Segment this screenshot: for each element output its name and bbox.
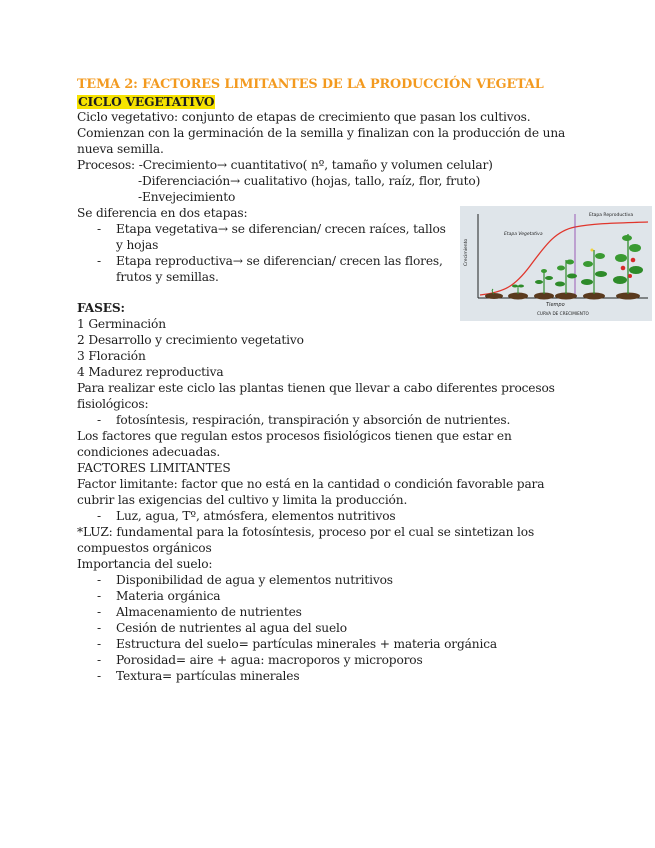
suelo-item: Disponibilidad de agua y elementos nutritivos [116, 573, 393, 587]
y-axis-label: Crecimiento [464, 238, 469, 266]
paragraph-line: *LUZ: fundamental para la fotosíntesis, proceso por el cual se sintetizan los [77, 525, 535, 539]
fase-item: 1 Germinación [77, 317, 166, 331]
paragraph-line: cubrir las exigencias del cultivo y limita la producción. [77, 493, 408, 507]
etapa-item: Etapa vegetativa→ se diferencian/ crecen raíces, tallos [116, 222, 446, 236]
plant-3 [534, 269, 554, 300]
paragraph-line: condiciones adecuadas. [77, 445, 221, 459]
suelo-heading: Importancia del suelo: [77, 557, 213, 571]
paragraph-line: Factor limitante: factor que no está en la cantidad o condición favorable para [77, 477, 545, 491]
paragraph-line: Los factores que regulan estos procesos fisiológicos tienen que estar en [77, 429, 512, 443]
procesos-line: Procesos: -Crecimiento→ cuantitativo( nº, tamaño y volumen celular) [77, 158, 493, 172]
growth-curve-figure [460, 206, 652, 321]
intro-line: nueva semilla. [77, 142, 164, 156]
list-dash: - [97, 621, 102, 635]
figure-caption: CURVA DE CRECIMIENTO [537, 311, 589, 316]
procesos-line: -Envejecimiento [138, 190, 236, 204]
suelo-item: Cesión de nutrientes al agua del suelo [116, 621, 347, 635]
etapas-intro: Se diferencia en dos etapas: [77, 206, 248, 220]
etapa-item: y hojas [116, 238, 159, 252]
list-dash: - [97, 605, 102, 619]
paragraph-line: Para realizar este ciclo las plantas tienen que llevar a cabo diferentes procesos [77, 381, 555, 395]
paragraph-line: fisiológicos: [77, 397, 149, 411]
list-dash: - [97, 573, 102, 587]
fases-heading: FASES: [77, 301, 125, 315]
list-dash: - [97, 254, 102, 268]
fase-item: 4 Madurez reproductiva [77, 365, 224, 379]
paragraph-line: compuestos orgánicos [77, 541, 212, 555]
fase-item: 3 Floración [77, 349, 146, 363]
intro-line: Ciclo vegetativo: conjunto de etapas de crecimiento que pasan los cultivos. [77, 110, 531, 124]
plant-5 [581, 249, 607, 300]
list-item: fotosíntesis, respiración, transpiración y absorción de nutrientes. [116, 413, 511, 427]
suelo-item: Porosidad= aire + agua: macroporos y microporos [116, 653, 423, 667]
list-dash: - [97, 653, 102, 667]
intro-line: Comienzan con la germinación de la semilla y finalizan con la producción de una [77, 126, 566, 140]
plant-4 [555, 260, 577, 300]
list-item: Luz, agua, Tº, atmósfera, elementos nutritivos [116, 509, 396, 523]
list-dash: - [97, 222, 102, 236]
list-dash: - [97, 589, 102, 603]
list-dash: - [97, 509, 102, 523]
factores-heading: FACTORES LIMITANTES [77, 461, 231, 475]
ciclo-vegetativo-heading: CICLO VEGETATIVO [78, 95, 215, 109]
x-axis-label: Tiempo [546, 302, 565, 308]
suelo-item: Almacenamiento de nutrientes [116, 605, 302, 619]
plant-2 [508, 285, 528, 300]
suelo-item: Textura= partículas minerales [116, 669, 300, 683]
suelo-item: Estructura del suelo= partículas minerales + materia orgánica [116, 637, 497, 651]
section-heading [77, 94, 215, 110]
procesos-line: -Diferenciación→ cualitativo (hojas, tallo, raíz, flor, fruto) [138, 174, 481, 188]
fase-item: 2 Desarrollo y crecimiento vegetativo [77, 333, 304, 347]
growth-curve-illustration [460, 206, 652, 321]
etapa-item: frutos y semillas. [116, 270, 219, 284]
list-dash: - [97, 669, 102, 683]
label-reproductiva: Etapa Reproductiva [589, 213, 634, 218]
label-vegetativa: Etapa Vegetativa [504, 232, 543, 237]
page-title: TEMA 2: FACTORES LIMITANTES DE LA PRODUCCIÓN VEGETAL [77, 77, 544, 92]
list-dash: - [97, 413, 102, 427]
list-dash: - [97, 637, 102, 651]
suelo-item: Materia orgánica [116, 589, 221, 603]
etapa-item: Etapa reproductiva→ se diferencian/ crecen las flores, [116, 254, 443, 268]
plant-6 [613, 234, 643, 300]
